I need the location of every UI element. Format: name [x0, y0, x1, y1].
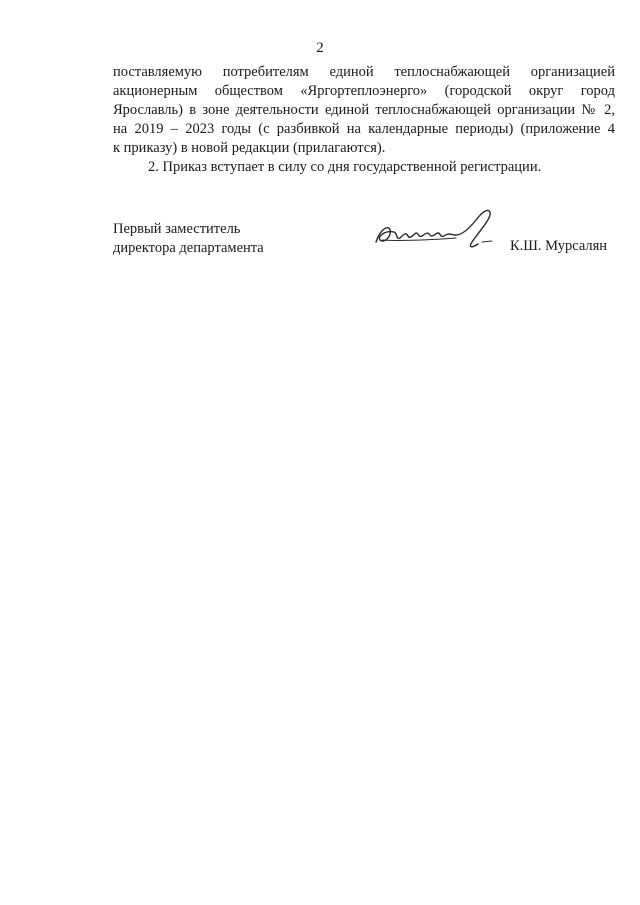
position-line-2: директора департамента	[113, 240, 264, 256]
item-2-text: 2. Приказ вступает в силу со дня государственной регистрации.	[148, 159, 542, 175]
signatory-name: К.Ш. Мурсалян	[510, 238, 608, 254]
body-line-1: поставляемую потребителям единой теплоснабжающей организацией	[113, 64, 615, 80]
body-line-5: к приказу) в новой редакции (прилагаются).	[113, 140, 386, 156]
page-number: 2	[316, 40, 324, 56]
signatory-position	[113, 220, 264, 258]
body-line-3: Ярославль) в зоне деятельности единой теплоснабжающей организации № 2,	[113, 102, 615, 118]
handwritten-signature	[368, 200, 508, 260]
position-line-1: Первый заместитель	[113, 221, 241, 237]
body-line-4: на 2019 – 2023 годы (с разбивкой на календарные периоды) (приложение 4	[113, 121, 615, 137]
body-line-2: акционерным обществом «Яргортеплоэнерго» (городской округ город	[113, 83, 615, 99]
